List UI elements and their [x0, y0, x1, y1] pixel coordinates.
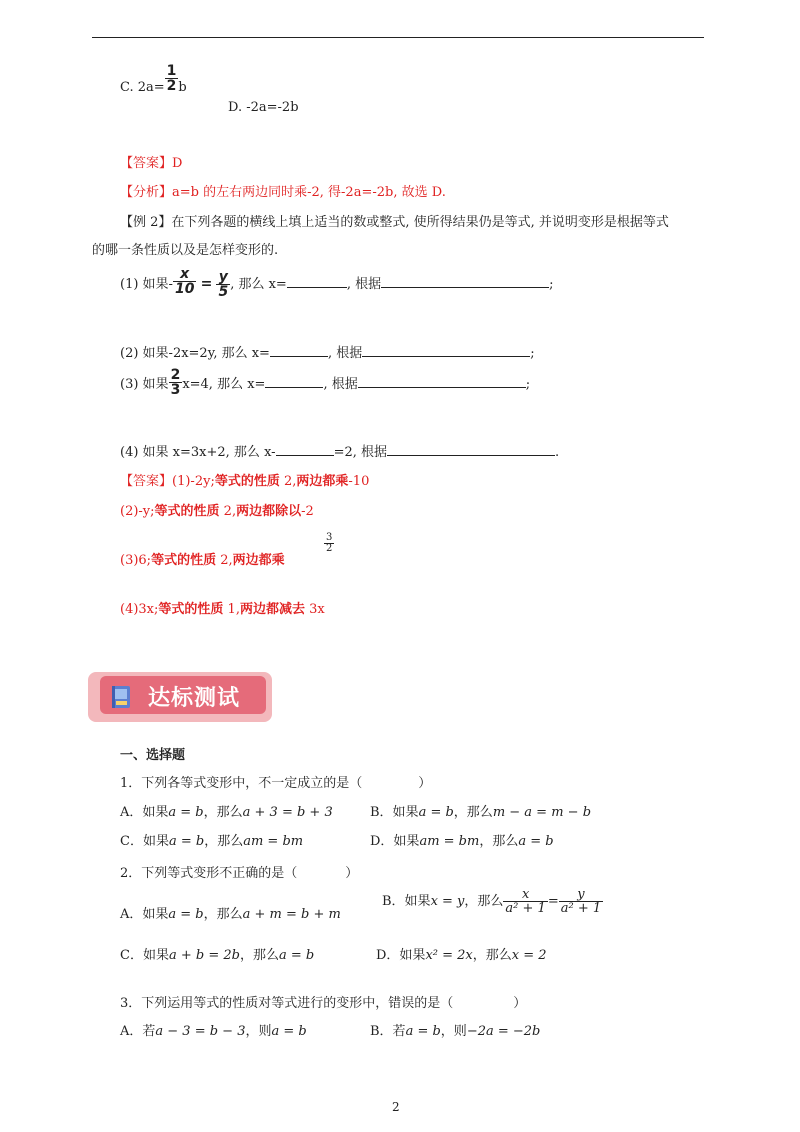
answer-2-2: (2)-y;等式的性质 2,两边都除以-2: [120, 504, 314, 519]
answer-1: 【答案】D: [120, 156, 183, 171]
q3-blank-x[interactable]: [265, 375, 323, 388]
q2-blank-basis[interactable]: [362, 344, 530, 357]
q4: (4) 如果 x=3x+2, 那么 x- =2, 根据 .: [120, 445, 560, 460]
mc-q2-option-c: C．如果a + b = 2b，那么a = b: [120, 948, 315, 963]
mc-q3-stem: 3．下列运用等式的性质对等式进行的变形中，错误的是（ ）: [120, 996, 527, 1011]
q1-blank-basis[interactable]: [381, 275, 549, 288]
example-2-line2: 的哪一条性质以及是怎样变形的.: [92, 243, 279, 258]
analysis-1: 【分析】a=b 的左右两边同时乘-2, 得-2a=-2b, 故选 D.: [120, 185, 446, 200]
mc-q2-option-a: A．如果a = b，那么a + m = b + m: [120, 907, 341, 922]
header-rule: [92, 37, 704, 38]
mc-q2-option-b: B．如果x = y，那么 $\frac{x}{\text{a² + 1}}$ = $\frac{y}{\text{a² + 1}}$: [382, 887, 602, 916]
book-icon: [110, 684, 134, 714]
example-2-line1: 【例 2】在下列各题的横线上填上适当的数或整式, 使所得结果仍是等式, 并说明变形是根据等式: [120, 215, 669, 230]
q1: (1) 如果- $\frac{x}{10}$ = $\frac{y}{5}$ , 那么 x= , 根据 ;: [120, 266, 554, 300]
q4-blank-basis[interactable]: [387, 443, 555, 456]
mc-q1-option-b: B．如果a = b，那么m − a = m − b: [370, 805, 592, 820]
q4-blank-x[interactable]: [276, 443, 334, 456]
mc-q1-option-a: A．如果a = b，那么a + 3 = b + 3: [120, 805, 333, 820]
answer-2-4: (4)3x;等式的性质 1,两边都减去 3x: [120, 602, 325, 617]
part-1-title: 一、选择题: [120, 748, 186, 763]
answer-2-3-fraction: $\frac{3}{2}$: [326, 532, 333, 554]
q1-blank-x[interactable]: [287, 275, 347, 288]
mc-q1-option-d: D．如果am = bm，那么a = b: [370, 834, 554, 849]
q2-blank-x[interactable]: [270, 344, 328, 357]
q3: (3) 如果 $\frac{2}{3}$ x=4, 那么 x= , 根据 ;: [120, 367, 531, 398]
mc-q3-option-b: B．若a = b，则−2a = −2b: [370, 1024, 541, 1039]
q3-blank-basis[interactable]: [358, 375, 526, 388]
answer-2-1: 【答案】(1)-2y;等式的性质 2,两边都乘-10: [120, 474, 370, 489]
option-c-prev: C. 2a= $\frac{1}{2}$ b: [120, 63, 187, 95]
page-number: 2: [392, 1100, 400, 1114]
mc-q2-stem: 2．下列等式变形不正确的是（ ）: [120, 866, 359, 881]
mc-q1-stem: 1．下列各等式变形中，不一定成立的是（ ）: [120, 776, 432, 791]
option-d-prev: D. -2a=-2b: [228, 100, 299, 115]
mc-q3-option-a: A．若a − 3 = b − 3，则a = b: [120, 1024, 307, 1039]
mc-q1-option-c: C．如果a = b，那么am = bm: [120, 834, 304, 849]
answer-2-3: (3)6;等式的性质 2,两边都乘: [120, 553, 285, 568]
mc-q2-option-d: D．如果x² = 2x，那么x = 2: [376, 948, 547, 963]
section-title: 达标测试: [148, 686, 241, 711]
q2: (2) 如果-2x=2y, 那么 x= , 根据 ;: [120, 346, 535, 361]
